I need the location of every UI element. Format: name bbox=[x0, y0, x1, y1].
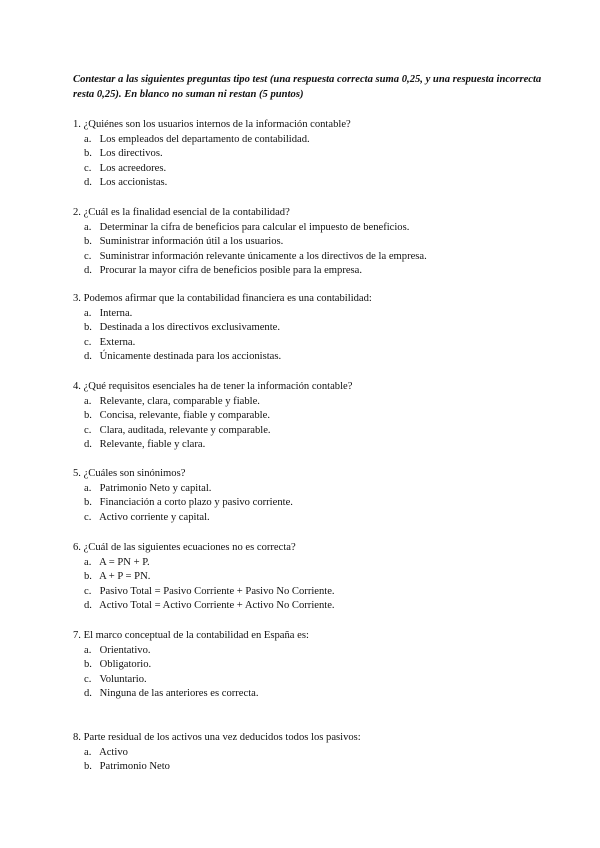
answer-option bbox=[84, 336, 543, 351]
option-letter: c. bbox=[84, 250, 92, 262]
option-text: Los directivos. bbox=[99, 148, 163, 160]
option-letter: b. bbox=[84, 322, 92, 334]
option-text: Voluntario. bbox=[99, 673, 147, 685]
option-text: Suministrar información útil a los usuarios. bbox=[99, 236, 284, 248]
question-text: 7. El marco conceptual de la contabilidad en España es: bbox=[73, 630, 309, 641]
option-text: Clara, auditada, relevante y comparable. bbox=[99, 424, 271, 436]
option-list bbox=[73, 221, 543, 279]
option-letter: b. bbox=[84, 236, 92, 248]
answer-option bbox=[84, 250, 543, 265]
option-letter: d. bbox=[84, 265, 92, 277]
question-text: 8. Parte residual de los activos una vez deducidos todos los pasivos: bbox=[73, 732, 361, 743]
answer-option bbox=[84, 511, 543, 526]
question-text: 5. ¿Cuáles son sinónimos? bbox=[73, 468, 186, 479]
option-text: Concisa, relevante, fiable y comparable. bbox=[99, 410, 270, 422]
option-text: Activo bbox=[99, 746, 128, 758]
question-text: 2. ¿Cuál es la finalidad esencial de la contabilidad? bbox=[73, 207, 290, 218]
option-letter: a. bbox=[84, 221, 92, 233]
option-letter: d. bbox=[84, 177, 92, 189]
option-list bbox=[73, 395, 543, 453]
option-text: Financiación a corto plazo y pasivo corriente. bbox=[99, 497, 293, 509]
answer-option bbox=[84, 599, 543, 614]
option-list bbox=[73, 556, 543, 614]
answer-option bbox=[84, 221, 543, 236]
option-text: Orientativo. bbox=[99, 644, 151, 656]
answer-option bbox=[84, 162, 543, 177]
question-5 bbox=[73, 467, 543, 525]
question-4 bbox=[73, 380, 543, 453]
answer-option bbox=[84, 496, 543, 511]
option-letter: c. bbox=[84, 511, 92, 523]
answer-option bbox=[84, 176, 543, 191]
option-list bbox=[73, 482, 543, 526]
question-3 bbox=[73, 292, 543, 365]
answer-option bbox=[84, 687, 543, 702]
question-text: 3. Podemos afirmar que la contabilidad financiera es una contabilidad: bbox=[73, 293, 372, 304]
option-text: Determinar la cifra de beneficios para calcular el impuesto de beneficios. bbox=[99, 221, 410, 233]
option-text: Los empleados del departamento de contabilidad. bbox=[99, 133, 310, 145]
answer-option bbox=[84, 307, 543, 322]
option-text: Activo Total = Activo Corriente + Activo No Corriente. bbox=[99, 600, 335, 612]
option-text: A + P = PN. bbox=[99, 571, 151, 583]
option-letter: a. bbox=[84, 482, 92, 494]
answer-option bbox=[84, 321, 543, 336]
option-text: Activo corriente y capital. bbox=[99, 511, 210, 523]
question-2 bbox=[73, 206, 543, 279]
answer-option bbox=[84, 147, 543, 162]
option-list bbox=[73, 644, 543, 702]
instructions-heading: Contestar a las siguientes preguntas tipo test (una respuesta correcta suma 0,25, y una respuesta incorrecta resta 0,25). En blanco no suman ni restan (5 puntos) bbox=[73, 74, 542, 100]
option-letter: a. bbox=[84, 395, 92, 407]
option-letter: b. bbox=[84, 659, 92, 671]
question-6 bbox=[73, 541, 543, 614]
answer-option bbox=[84, 350, 543, 365]
option-text: Relevante, clara, comparable y fiable. bbox=[99, 395, 260, 407]
option-letter: d. bbox=[84, 351, 92, 363]
option-letter: b. bbox=[84, 410, 92, 422]
answer-option bbox=[84, 760, 543, 775]
option-text: Los accionistas. bbox=[99, 177, 168, 189]
answer-option bbox=[84, 673, 543, 688]
question-7 bbox=[73, 629, 543, 702]
option-list bbox=[73, 307, 543, 365]
option-text: Los acreedores. bbox=[99, 162, 167, 174]
option-letter: a. bbox=[84, 746, 92, 758]
option-text: Relevante, fiable y clara. bbox=[99, 439, 206, 451]
option-text: Interna. bbox=[99, 307, 133, 319]
answer-option bbox=[84, 133, 543, 148]
question-8 bbox=[73, 731, 543, 775]
option-letter: c. bbox=[84, 162, 92, 174]
option-text: Patrimonio Neto y capital. bbox=[99, 482, 212, 494]
option-letter: c. bbox=[84, 673, 92, 685]
option-text: Destinada a los directivos exclusivamente. bbox=[99, 322, 280, 334]
answer-option bbox=[84, 235, 543, 250]
answer-option bbox=[84, 746, 543, 761]
answer-option bbox=[84, 409, 543, 424]
option-letter: b. bbox=[84, 497, 92, 509]
answer-option bbox=[84, 644, 543, 659]
option-letter: d. bbox=[84, 600, 92, 612]
option-text: Pasivo Total = Pasivo Corriente + Pasivo No Corriente. bbox=[99, 585, 335, 597]
option-letter: b. bbox=[84, 148, 92, 160]
answer-option bbox=[84, 585, 543, 600]
option-letter: a. bbox=[84, 644, 92, 656]
option-letter: b. bbox=[84, 571, 92, 583]
option-text: A = PN + P. bbox=[99, 556, 150, 568]
option-text: Externa. bbox=[99, 336, 136, 348]
option-letter: a. bbox=[84, 133, 92, 145]
option-letter: a. bbox=[84, 556, 92, 568]
option-letter: b. bbox=[84, 761, 92, 773]
option-list bbox=[73, 133, 543, 191]
option-text: Procurar la mayor cifra de beneficios posible para la empresa. bbox=[99, 265, 363, 277]
answer-option bbox=[84, 438, 543, 453]
question-text: 4. ¿Qué requisitos esenciales ha de tener la información contable? bbox=[73, 381, 353, 392]
option-letter: d. bbox=[84, 439, 92, 451]
option-letter: c. bbox=[84, 336, 92, 348]
answer-option bbox=[84, 556, 543, 571]
option-text: Únicamente destinada para los accionistas. bbox=[99, 351, 282, 363]
question-1 bbox=[73, 118, 543, 191]
answer-option bbox=[84, 264, 543, 279]
answer-option bbox=[84, 570, 543, 585]
option-text: Patrimonio Neto bbox=[99, 761, 170, 773]
option-letter: c. bbox=[84, 585, 92, 597]
option-text: Obligatorio. bbox=[99, 659, 152, 671]
option-text: Suministrar información relevante únicamente a los directivos de la empresa. bbox=[99, 250, 427, 262]
question-text: 1. ¿Quiénes son los usuarios internos de la información contable? bbox=[73, 119, 351, 130]
option-letter: d. bbox=[84, 688, 92, 700]
question-text: 6. ¿Cuál de las siguientes ecuaciones no es correcta? bbox=[73, 542, 296, 553]
answer-option bbox=[84, 395, 543, 410]
answer-option bbox=[84, 424, 543, 439]
option-list bbox=[73, 746, 543, 775]
option-letter: c. bbox=[84, 424, 92, 436]
answer-option bbox=[84, 482, 543, 497]
answer-option bbox=[84, 658, 543, 673]
option-letter: a. bbox=[84, 307, 92, 319]
option-text: Ninguna de las anteriores es correcta. bbox=[99, 688, 259, 700]
